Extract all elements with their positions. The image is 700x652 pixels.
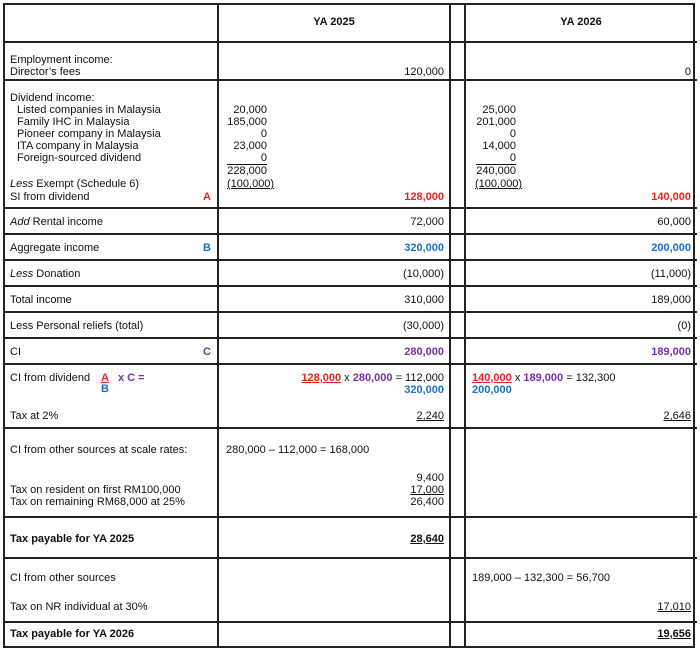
- directors-fees-ya2025: 120,000: [404, 66, 444, 78]
- scale-tax-first: 9,400: [416, 472, 444, 484]
- donation-label: [10, 268, 80, 281]
- row-divider: [3, 233, 697, 235]
- row-divider: [3, 516, 697, 518]
- directors-fees-label: Director’s fees: [10, 66, 81, 78]
- dividend-item-ya2025: 0: [260, 152, 267, 164]
- row-divider: [3, 285, 697, 287]
- tax-payable-2025-label: Tax payable for YA 2025: [10, 533, 135, 545]
- rental-label: [10, 216, 103, 229]
- row-divider: [3, 621, 697, 623]
- ci-dividend-calc-ya2026: [472, 372, 615, 385]
- exempt-label-less: Less: [10, 178, 34, 190]
- exempt-label: [10, 178, 139, 191]
- dividend-subtotal-ya2025: 228,000: [227, 165, 267, 177]
- formula-times-c: x C =: [118, 372, 145, 384]
- dividend-item-label: ITA company in Malaysia: [17, 140, 139, 152]
- exempt-label-rest: Exempt (Schedule 6): [33, 178, 140, 190]
- dividend-item-label: Foreign-sourced dividend: [17, 152, 142, 164]
- other-sources-2026-label: CI from other sources: [10, 572, 116, 584]
- calc-ci: 189,000: [523, 372, 564, 384]
- donation-ya2026: (11,000): [650, 268, 691, 280]
- dividend-item-ya2026: 0: [509, 152, 516, 164]
- si-dividend-ya2026: 140,000: [651, 191, 691, 203]
- scale-tax-remaining: 17,000: [410, 484, 444, 496]
- other-sources-2025-calc: 280,000 – 112,000 = 168,000: [226, 444, 370, 456]
- dividend-item-ya2026: 201,000: [476, 116, 516, 128]
- calc-denominator-ya2025: 320,000: [404, 384, 444, 396]
- dividend-item-label: Pioneer company in Malaysia: [17, 128, 161, 140]
- rental-label-add: Add: [10, 216, 30, 228]
- aggregate-ya2025: 320,000: [404, 242, 444, 254]
- dividend-item-ya2025: 23,000: [233, 140, 267, 152]
- ci-dividend-label: CI from dividend: [10, 372, 91, 384]
- tax-nr-label: Tax on NR individual at 30%: [10, 601, 148, 613]
- donation-ya2025: (10,000): [403, 268, 444, 280]
- column-divider: [449, 3, 451, 648]
- calc-times: x: [344, 372, 350, 384]
- other-sources-2026-calc: 189,000 – 132,300 = 56,700: [472, 572, 610, 584]
- marker-c: C: [203, 346, 211, 358]
- dividend-item-ya2025: 0: [260, 128, 267, 140]
- ci-ya2026: 189,000: [651, 346, 691, 358]
- tax-2pct-ya2026: 2,646: [663, 410, 691, 422]
- total-income-ya2025: 310,000: [404, 294, 444, 306]
- formula-denominator-b: B: [101, 383, 109, 395]
- scale-tax-total: 26,400: [410, 496, 444, 508]
- tax-payable-2025-value: 28,640: [410, 533, 444, 545]
- dividend-item-label: Family IHC in Malaysia: [17, 116, 130, 128]
- ci-dividend-calc-ya2025: [301, 372, 444, 385]
- si-dividend-label: SI from dividend: [10, 191, 90, 203]
- dividend-item-ya2025: 20,000: [233, 104, 267, 116]
- dividend-item-ya2026: 25,000: [482, 104, 516, 116]
- exempt-ya2025: (100,000): [227, 178, 275, 190]
- dividend-heading: Dividend income:: [10, 92, 95, 104]
- si-dividend-ya2025: 128,000: [404, 191, 444, 203]
- reliefs-ya2026: (0): [677, 320, 691, 332]
- rental-ya2025: 72,000: [410, 216, 444, 228]
- tax-payable-2026-value: 19,656: [657, 628, 691, 640]
- row-divider: [3, 41, 697, 43]
- row-divider: [3, 427, 697, 429]
- dividend-item-ya2025: 185,000: [227, 116, 267, 128]
- row-divider: [3, 337, 697, 339]
- reliefs-ya2025: (30,000): [403, 320, 444, 332]
- rental-label-rest: Rental income: [29, 216, 103, 228]
- rental-ya2026: 60,000: [657, 216, 691, 228]
- donation-label-less: Less: [10, 268, 34, 280]
- tax-2pct-ya2025: 2,240: [416, 410, 444, 422]
- dividend-item-ya2026: 0: [509, 128, 516, 140]
- calc-denominator-ya2026: 200,000: [472, 384, 512, 396]
- other-sources-2025-label: CI from other sources at scale rates:: [10, 444, 188, 456]
- column-header-ya2026: YA 2026: [560, 16, 602, 28]
- calc-numerator: 128,000: [301, 372, 342, 384]
- marker-b: B: [203, 242, 211, 254]
- ci-ya2025: 280,000: [404, 346, 444, 358]
- row-divider: [3, 79, 697, 81]
- row-divider: [3, 557, 697, 559]
- row-divider: [3, 311, 697, 313]
- total-income-label: Total income: [10, 294, 72, 306]
- calc-ci: 280,000: [352, 372, 393, 384]
- total-income-ya2026: 189,000: [651, 294, 691, 306]
- reliefs-label: Less Personal reliefs (total): [10, 320, 144, 332]
- row-divider: [3, 259, 697, 261]
- directors-fees-ya2026: 0: [684, 66, 691, 78]
- marker-a: A: [203, 191, 211, 203]
- ci-label: CI: [10, 346, 21, 358]
- dividend-item-ya2026: 14,000: [482, 140, 516, 152]
- row-divider: [3, 207, 697, 209]
- tax-payable-2026-label: Tax payable for YA 2026: [10, 628, 135, 640]
- tax-2pct-label: Tax at 2%: [10, 410, 59, 422]
- employment-heading: Employment income:: [10, 54, 113, 66]
- column-divider: [217, 3, 219, 648]
- tax-first-100k-label: Tax on resident on first RM100,000: [10, 484, 181, 496]
- formula-numerator-a: A: [101, 372, 109, 384]
- tax-remaining-label: Tax on remaining RM68,000 at 25%: [10, 496, 185, 508]
- calc-numerator: 140,000: [472, 372, 512, 384]
- row-divider: [3, 363, 697, 365]
- exempt-ya2026: (100,000): [475, 178, 523, 190]
- column-header-ya2025: YA 2025: [313, 16, 355, 28]
- tax-nr-value: 17,010: [657, 601, 691, 613]
- column-divider: [464, 3, 466, 648]
- calc-times: x: [514, 372, 521, 384]
- aggregate-label: Aggregate income: [10, 242, 100, 254]
- calc-result: = 112,000: [395, 372, 444, 384]
- donation-label-rest: Donation: [33, 268, 81, 280]
- aggregate-ya2026: 200,000: [651, 242, 691, 254]
- dividend-subtotal-ya2026: 240,000: [476, 165, 516, 177]
- calc-result: = 132,300: [566, 372, 616, 384]
- dividend-item-label: Listed companies in Malaysia: [17, 104, 161, 116]
